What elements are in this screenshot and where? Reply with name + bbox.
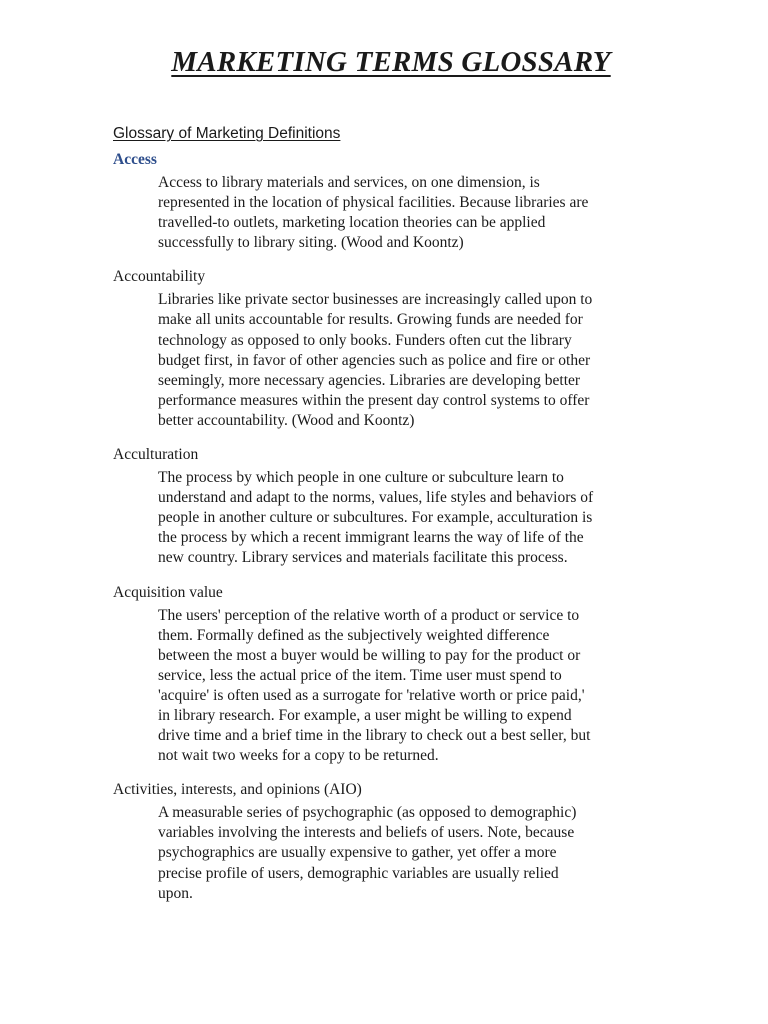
definition-aio (158, 803, 658, 903)
term-acquisition-value: Acquisition value (113, 583, 223, 601)
definition-accountability (158, 290, 658, 431)
definition-line: variables involving the interests and beliefs of users. Note, because (158, 824, 575, 842)
page-title: MARKETING TERMS GLOSSARY (171, 46, 611, 78)
definition-line: A measurable series of psychographic (as opposed to demographic) (158, 804, 577, 822)
definition-line: travelled-to outlets, marketing location theories can be applied (158, 214, 546, 232)
definition-line: represented in the location of physical facilities. Because libraries are (158, 194, 589, 212)
glossary-entry-aio (113, 780, 658, 903)
glossary-entry-acculturation (113, 445, 658, 568)
definition-access (158, 173, 658, 253)
definition-line: precise profile of users, demographic variables are usually relied (158, 864, 559, 882)
definition-line: people in another culture or subcultures. For example, acculturation is (158, 509, 593, 527)
glossary-subtitle: Glossary of Marketing Definitions (113, 125, 341, 142)
term-acculturation: Acculturation (113, 446, 199, 464)
definition-line: drive time and a brief time in the library to check out a best seller, but (158, 727, 591, 745)
term-aio: Activities, interests, and opinions (AIO) (113, 781, 362, 799)
definition-acquisition-value (158, 606, 658, 767)
definition-line: make all units accountable for results. Growing funds are needed for (158, 311, 583, 329)
glossary-entries (113, 150, 658, 918)
definition-line: Libraries like private sector businesses are increasingly called upon to (158, 291, 593, 309)
definition-line: the process by which a recent immigrant learns the way of life of the (158, 529, 584, 547)
definition-line: technology as opposed to only books. Funders often cut the library (158, 331, 572, 349)
glossary-entry-access (113, 150, 658, 253)
definition-line: understand and adapt to the norms, values, life styles and behaviors of (158, 489, 594, 507)
definition-line: successfully to library siting. (Wood and Koontz) (158, 234, 464, 252)
definition-line: budget first, in favor of other agencies such as police and fire or other (158, 351, 591, 369)
definition-acculturation (158, 468, 658, 568)
definition-line: performance measures within the present day control systems to offer (158, 391, 590, 409)
definition-line: seemingly, more necessary agencies. Libraries are developing better (158, 371, 581, 389)
term-access-link[interactable]: Access (113, 151, 157, 168)
definition-line: upon. (158, 884, 193, 902)
glossary-entry-acquisition-value (113, 583, 658, 767)
definition-line: not wait two weeks for a copy to be returned. (158, 747, 439, 765)
definition-line: service, less the actual price of the item. Time user must spend to (158, 666, 562, 684)
glossary-entry-accountability (113, 267, 658, 431)
definition-line: in library research. For example, a user might be willing to expend (158, 706, 572, 724)
definition-line: The process by which people in one culture or subculture learn to (158, 469, 564, 487)
definition-line: psychographics are usually expensive to gather, yet offer a more (158, 844, 557, 862)
definition-line: Access to library materials and services, on one dimension, is (158, 174, 540, 191)
definition-line: between the most a buyer would be willing to pay for the product or (158, 646, 581, 664)
term-accountability: Accountability (113, 268, 206, 286)
definition-line: them. Formally defined as the subjectively weighted difference (158, 626, 550, 644)
definition-line: The users' perception of the relative worth of a product or service to (158, 606, 580, 624)
definition-line: new country. Library services and materials facilitate this process. (158, 549, 568, 567)
definition-line: better accountability. (Wood and Koontz) (158, 411, 415, 429)
definition-line: 'acquire' is often used as a surrogate for 'relative worth or price paid,' (158, 686, 585, 704)
